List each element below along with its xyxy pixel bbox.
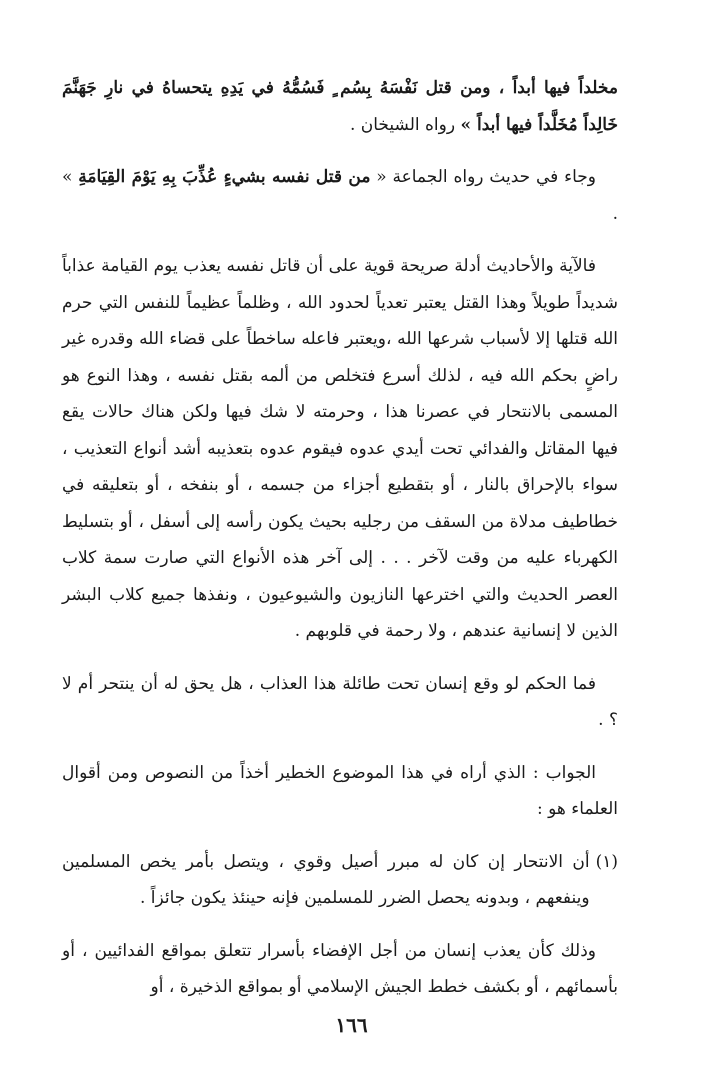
page-body <box>62 70 618 1006</box>
answer-paragraph: الجواب : الذي أراه في هذا الموضوع الخطير أخذاً من النصوص ومن أقوال العلماء هو : <box>62 762 618 819</box>
numbered-item-1 <box>62 844 618 917</box>
last-paragraph: وذلك كأن يعذب إنسان من أجل الإفضاء بأسرار تتعلق بمواقع الفدائيين ، أو بأسمائهم ، أو بكشف خطط الجيش الإسلامي أو بمواقع الذخيرة ، أو <box>62 940 618 997</box>
page-number: ١٦٦ <box>335 1013 368 1037</box>
hadith-suffix: » . <box>62 167 618 224</box>
narration-attribution: رواه الشيخان . <box>349 114 461 135</box>
question-paragraph: فما الحكم لو وقع إنسان تحت طائلة هذا العذاب ، هل يحق له أن ينتحر أم لا ؟ . <box>62 673 618 730</box>
intro-paragraph <box>62 70 618 143</box>
item-text: أن الانتحار إن كان له مبرر أصيل وقوي ، ويتصل بأمر يخص المسلمين وينفعهم ، وبدونه يحصل الضرر للمسلمين فإنه حينئذ يكون جائزاً . <box>62 851 590 908</box>
item-number: (١) <box>595 851 618 872</box>
hadith-prefix: وجاء في حديث رواه الجماعة « <box>370 167 597 187</box>
hadith-quote-continuation: مخلداً فيها أبداً ، ومن قتل نَفْسَهُ بِسُم ٍ فَسُمُّهُ في يَدِهِ يتحساهُ في نارِ جَهَنَّمَ خَالِداً مُخَلَّداً فيها أبداً » <box>62 78 618 135</box>
main-paragraph: فالآية والأحاديث أدلة صريحة قوية على أن قاتل نفسه يعذب يوم القيامة عذاباً شديداً طويلاً وهذا القتل يعتبر تعدياً لحدود الله ، وظلماً عظيماً للنفس التي حرم الله قتلها إلا لأسباب شرعها الله ،ويعتبر فاعله ساخطاً على قضاء الله وقدره غير راضٍ بحكم الله فيه ، لذلك أسرع فتخلص من ألمه بقتل نفسه ، وهذا النوع هو المسمى بالانتحار في عصرنا هذا ، وحرمته لا شك فيها ولكن هناك حالات يقع فيها المقاتل والفدائي تحت أيدي عدوه فيقوم عدوه بتعذيبه أشد أنواع التعذيب ، سواء بالإحراق بالنار ، أو بتقطيع أجزاء من جسمه ، أو بنفخه ، أو بتعليقه في خطاطيف مدلاة من السقف من رجليه بحيث يكون رأسه إلى أسفل ، أو بتسليط الكهرباء عليه من وقت لآخر . . . إلى آخر هذه الأنواع التي صارت سمة كلاب العصر الحديث والتي اخترعها النازيون والشيوعيون ، ونفذها جميع كلاب البشر الذين لا إنسانية عندهم ، ولا رحمة في قلوبهم . <box>62 256 618 641</box>
hadith-paragraph <box>62 159 618 232</box>
hadith-quote: من قتل نفسه بشيءٍ عُذِّبَ بِهِ يَوْمَ القِيَامَةِ <box>78 167 371 187</box>
